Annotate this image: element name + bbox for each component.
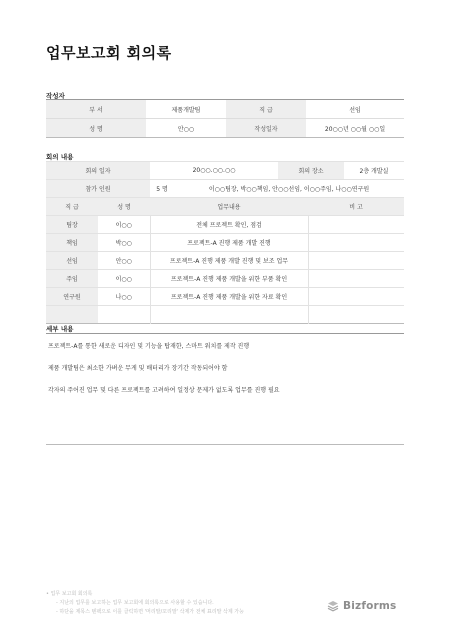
row-note bbox=[308, 216, 404, 234]
table-row bbox=[46, 252, 404, 270]
table-row bbox=[46, 216, 404, 234]
logo-text: Bizforms bbox=[343, 600, 397, 612]
table-row bbox=[46, 270, 404, 288]
table-row bbox=[46, 180, 404, 198]
row-task: 프로젝트-A 진행 제품 개발을 위한 부품 확인 bbox=[150, 270, 308, 288]
row-rank: 팀장 bbox=[46, 216, 98, 234]
row-rank: 책임 bbox=[46, 234, 98, 252]
row-rank: 연구원 bbox=[46, 288, 98, 306]
table-row bbox=[46, 119, 404, 138]
detail-section-label: 세부 내용 bbox=[46, 325, 74, 333]
row-task: 프로젝트-A 진행 제품 개발을 위한 자료 확인 bbox=[150, 288, 308, 306]
row-task: 프로젝트-A 진행 제품 개발 진행 및 보조 업무 bbox=[150, 252, 308, 270]
author-section-label: 작성자 bbox=[46, 92, 65, 100]
stacked-layers-icon bbox=[327, 600, 339, 612]
column-header-rank: 직 급 bbox=[46, 198, 98, 216]
table-row bbox=[46, 234, 404, 252]
row-note bbox=[308, 252, 404, 270]
document-title: 업무보고회 회의록 bbox=[46, 44, 172, 62]
department-value: 제품개발팀 bbox=[171, 106, 201, 114]
meeting-place-label: 회의 장소 bbox=[278, 162, 344, 180]
table-header-row bbox=[46, 198, 404, 216]
bizforms-logo bbox=[327, 600, 396, 612]
row-task bbox=[150, 306, 308, 324]
row-note bbox=[308, 306, 404, 324]
row-note bbox=[308, 288, 404, 306]
row-note bbox=[308, 234, 404, 252]
row-name: 나○○ bbox=[98, 288, 150, 306]
detail-line: 제품 개발팀은 최소한 가벼운 무게 및 배터리가 장기간 작동되어야 함 bbox=[48, 365, 228, 372]
rank-label: 직 급 bbox=[226, 100, 306, 119]
table-row bbox=[46, 100, 404, 119]
department-label: 부 서 bbox=[46, 100, 146, 119]
row-name bbox=[98, 306, 150, 324]
footer-note-title: • 업무 보고회 회의록 bbox=[46, 591, 93, 597]
attendees-list: 이○○팀장, 박○○책임, 안○○선임, 이○○주임, 나○○연구원 bbox=[174, 180, 404, 198]
row-rank: 주임 bbox=[46, 270, 98, 288]
rank-value: 선임 bbox=[349, 106, 361, 114]
detail-box bbox=[46, 333, 404, 445]
meeting-date-value: 20○○.○○.○○ bbox=[150, 162, 278, 180]
row-note bbox=[308, 270, 404, 288]
meeting-place-value: 2층 개발실 bbox=[344, 162, 404, 180]
name-label: 성 명 bbox=[46, 119, 146, 138]
name-value: 안○○ bbox=[146, 119, 226, 138]
attendees-count: 5 명 bbox=[150, 180, 174, 198]
footer-note-title-text: 업무 보고회 회의록 bbox=[50, 591, 93, 597]
column-header-note: 비 고 bbox=[308, 198, 404, 216]
detail-line: 프로젝트-A를 통한 새로운 디자인 및 기능을 탑재한, 스마트 워치를 제작 진행 bbox=[48, 343, 250, 350]
table-row bbox=[46, 162, 404, 180]
row-name: 이○○ bbox=[98, 270, 150, 288]
attendees-label: 참가 인원 bbox=[46, 180, 150, 198]
meeting-table bbox=[46, 161, 404, 324]
row-name: 박○○ bbox=[98, 234, 150, 252]
row-task: 전체 프로젝트 확인, 점검 bbox=[150, 216, 308, 234]
row-rank: 선임 bbox=[46, 252, 98, 270]
detail-line: 각자의 주어진 업무 및 다른 프로젝트를 고려하여 일정상 문제가 없도록 업무를 진행 필요 bbox=[48, 387, 280, 394]
row-name: 이○○ bbox=[98, 216, 150, 234]
footer-notes bbox=[46, 590, 244, 617]
footer-note-line: - 하단을 제목스 텐팩으로 이를 클릭하면 '머리말/꼬리말' 삭제가 전체 표리말 삭제 가능 bbox=[56, 609, 244, 615]
row-task: 프로젝트-A 진행 제품 개발 진행 bbox=[150, 234, 308, 252]
column-header-name: 성 명 bbox=[98, 198, 150, 216]
footer-note-line: - 지난의 업무를 보고하는 업무 보고회에 회의록으로 사용할 수 있습니다. bbox=[56, 600, 214, 606]
meeting-date-label: 회의 일자 bbox=[46, 162, 150, 180]
row-rank bbox=[46, 306, 98, 324]
author-table bbox=[46, 99, 404, 138]
meeting-section-label: 회의 내용 bbox=[46, 153, 74, 161]
column-header-task: 업무내용 bbox=[150, 198, 308, 216]
row-name: 안○○ bbox=[98, 252, 150, 270]
table-row bbox=[46, 288, 404, 306]
table-row bbox=[46, 306, 404, 324]
written-date-label: 작성일자 bbox=[226, 119, 306, 138]
written-date-value: 20○○년 ○○월 ○○일 bbox=[306, 119, 404, 138]
